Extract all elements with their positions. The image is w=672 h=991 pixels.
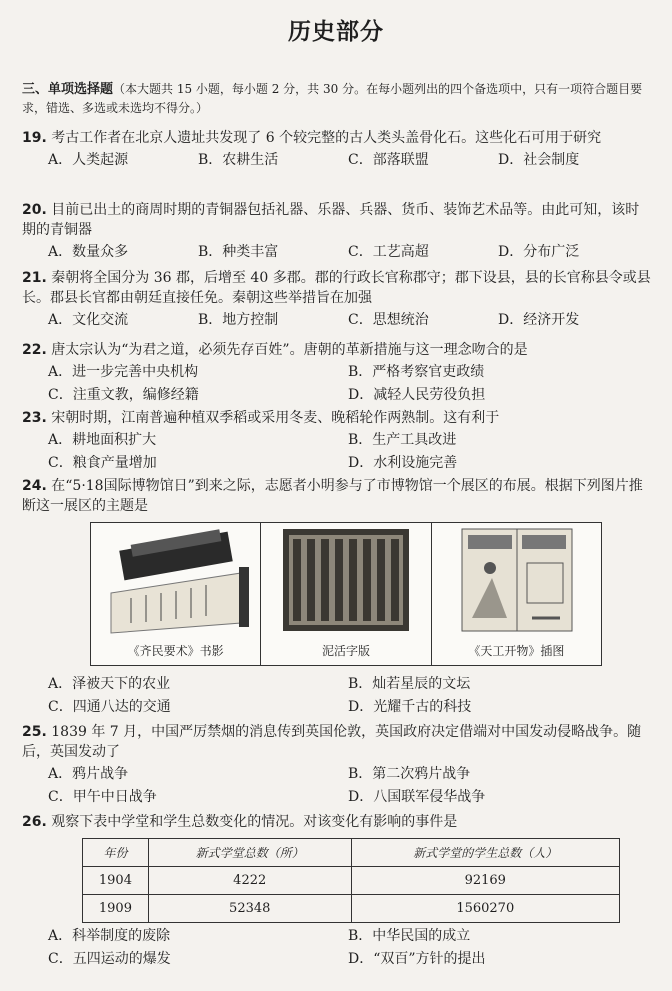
illustration-picture xyxy=(432,523,602,641)
question-number: 22. xyxy=(22,342,47,358)
option-d[interactable]: D．经济开发 xyxy=(498,312,580,328)
option-a[interactable]: A．进一步完善中央机构 xyxy=(48,364,199,380)
option-b[interactable]: B．地方控制 xyxy=(198,312,279,328)
question-26 xyxy=(22,812,652,832)
option-b[interactable]: B．生产工具改进 xyxy=(348,432,457,448)
figure-caption: 《齐民要术》书影 xyxy=(127,644,224,658)
question-number: 25. xyxy=(22,724,47,740)
question-stem: 考古工作者在北京人遗址共发现了 6 个较完整的古人类头盖骨化石。这些化石可用于研究 xyxy=(51,130,602,146)
option-a[interactable]: A．泽被天下的农业 xyxy=(48,676,171,692)
option-b[interactable]: B．中华民国的成立 xyxy=(348,928,471,944)
figure-caption: 泥活字版 xyxy=(321,644,370,658)
movable-type-plate-picture xyxy=(261,523,431,641)
figure-caption: 《天工开物》插图 xyxy=(468,644,565,658)
figure-qimin-yaoshu xyxy=(91,523,261,665)
option-c[interactable]: C．甲午中日战争 xyxy=(48,789,157,805)
table-cell: 1904 xyxy=(83,867,149,895)
question-stem: 唐太宗认为“为君之道，必须先存百姓”。唐朝的革新措施与这一理念吻合的是 xyxy=(51,342,528,358)
question-stem: 观察下表中学堂和学生总数变化的情况。对该变化有影响的事件是 xyxy=(51,814,458,830)
option-d[interactable]: D．水利设施完善 xyxy=(348,455,458,471)
section-instruction: （本大题共 15 小题，每小题 2 分，共 30 分。在每小题列出的四个备选项中，只有一项符合题目要求，错选、多选或未选均不得分。） xyxy=(22,82,643,115)
question-21 xyxy=(22,268,652,330)
option-b[interactable]: B．种类丰富 xyxy=(198,244,279,260)
question-number: 19. xyxy=(22,130,47,146)
option-c[interactable]: C．四通八达的交通 xyxy=(48,699,171,715)
option-c[interactable]: C．五四运动的爆发 xyxy=(48,951,171,967)
table-cell: 1560270 xyxy=(351,895,619,923)
option-a[interactable]: A．文化交流 xyxy=(48,312,129,328)
table-cell: 4222 xyxy=(148,867,351,895)
table-header: 新式学堂总数（所） xyxy=(148,839,351,867)
figure-strip xyxy=(90,522,602,666)
question-26-options xyxy=(22,924,652,972)
question-stem: 宋朝时期，江南普遍种植双季稻或采用冬麦、晚稻轮作两熟制。这有利于 xyxy=(51,410,500,426)
table-header: 年份 xyxy=(83,839,149,867)
question-23 xyxy=(22,408,652,476)
option-b[interactable]: B．灿若星辰的文坛 xyxy=(348,676,471,692)
question-stem: 在“5·18国际博物馆日”到来之际，志愿者小明参与了市博物馆一个展区的布展。根据下列图片推断这一展区的主题是 xyxy=(22,478,643,514)
option-c[interactable]: C．粮食产量增加 xyxy=(48,455,157,471)
option-c[interactable]: C．注重文教，编修经籍 xyxy=(48,387,199,403)
option-a[interactable]: A．鸦片战争 xyxy=(48,766,129,782)
question-25 xyxy=(22,722,652,810)
question-24-options xyxy=(22,672,652,720)
option-d[interactable]: D．光耀千古的科技 xyxy=(348,699,472,715)
school-statistics-table xyxy=(82,838,620,923)
section-heading: 三、单项选择题 xyxy=(22,82,114,97)
question-number: 24. xyxy=(22,478,47,494)
book-scroll-picture xyxy=(91,523,261,641)
question-19 xyxy=(22,128,652,170)
table-cell: 52348 xyxy=(148,895,351,923)
option-c[interactable]: C．部落联盟 xyxy=(348,152,429,168)
question-number: 23. xyxy=(22,410,47,426)
option-d[interactable]: D．社会制度 xyxy=(498,152,580,168)
option-a[interactable]: A．数量众多 xyxy=(48,244,129,260)
table-row xyxy=(83,867,620,895)
option-b[interactable]: B．第二次鸦片战争 xyxy=(348,766,471,782)
option-d[interactable]: D．“双百”方针的提出 xyxy=(348,951,486,967)
table-header-row xyxy=(83,839,620,867)
option-d[interactable]: D．八国联军侵华战争 xyxy=(348,789,486,805)
question-24 xyxy=(22,476,652,516)
question-20 xyxy=(22,200,652,262)
option-b[interactable]: B．农耕生活 xyxy=(198,152,279,168)
option-a[interactable]: A．科举制度的废除 xyxy=(48,928,171,944)
option-a[interactable]: A．人类起源 xyxy=(48,152,129,168)
section-header xyxy=(22,80,652,118)
question-stem: 目前已出土的商周时期的青铜器包括礼器、乐器、兵器、货币、装饰艺术品等。由此可知，该时期的青铜器 xyxy=(22,202,640,238)
option-d[interactable]: D．分布广泛 xyxy=(498,244,580,260)
option-b[interactable]: B．严格考察官吏政绩 xyxy=(348,364,485,380)
figure-tiangong-kaiwu xyxy=(432,523,601,665)
figure-clay-type xyxy=(261,523,431,665)
table-row xyxy=(83,895,620,923)
question-number: 21. xyxy=(22,270,47,286)
table-cell: 1909 xyxy=(83,895,149,923)
question-22 xyxy=(22,340,652,408)
option-c[interactable]: C．工艺高超 xyxy=(348,244,429,260)
question-number: 26. xyxy=(22,814,47,830)
question-stem: 秦朝将全国分为 36 郡，后增至 40 多郡。郡的行政长官称郡守；郡下设县，县的长官称县令或县长。郡县长官都由朝廷直接任免。秦朝这些举措旨在加强 xyxy=(22,270,651,306)
question-number: 20. xyxy=(22,202,47,218)
page-title: 历史部分 xyxy=(288,19,384,45)
option-d[interactable]: D．减轻人民劳役负担 xyxy=(348,387,486,403)
table-header: 新式学堂的学生总数（人） xyxy=(351,839,619,867)
option-c[interactable]: C．思想统治 xyxy=(348,312,429,328)
table-cell: 92169 xyxy=(351,867,619,895)
option-a[interactable]: A．耕地面积扩大 xyxy=(48,432,157,448)
question-stem: 1839 年 7 月，中国严厉禁烟的消息传到英国伦敦，英国政府决定借端对中国发动侵略战争。随后，英国发动了 xyxy=(22,724,642,760)
